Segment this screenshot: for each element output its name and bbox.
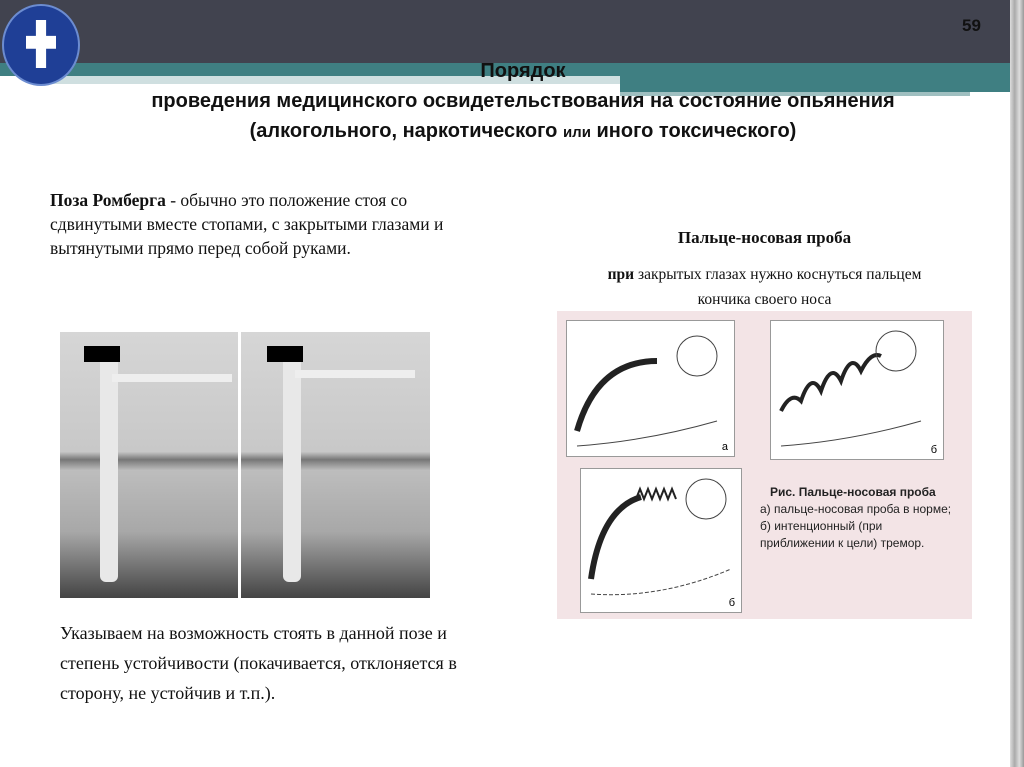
panel-label: а	[721, 441, 728, 453]
caption-line: б) интенционный (при	[760, 519, 883, 533]
page-edge	[1010, 0, 1024, 767]
romberg-term: Поза Ромберга	[50, 190, 166, 210]
figure-panel-b	[770, 320, 944, 460]
panel-label: б	[728, 597, 735, 609]
title-line1: Порядок	[480, 60, 566, 82]
romberg-note: Указываем на возможность стоять в данной позе и степень устойчивости (покачивается, отклоняется в сторону, не устойчив и т.п.).	[60, 623, 457, 703]
caption-line: а) пальце-носовая проба в норме;	[760, 502, 952, 516]
figure-panel-a	[566, 320, 735, 457]
title-text: иного токсического)	[590, 120, 797, 142]
subtitle-text: закрытых глазах нужно коснуться пальцем кончика своего носа	[634, 266, 922, 308]
title-line3	[0, 120, 1024, 143]
figure-box	[557, 311, 972, 619]
finger-nose-heading: Пальце-носовая проба	[677, 228, 852, 247]
slide-number: 59	[962, 16, 981, 35]
title-text: (алкогольного, наркотического	[249, 120, 563, 142]
title-text: или	[562, 124, 591, 141]
romberg-photo-2	[241, 332, 430, 598]
caption-line: приближении к цели) тремор.	[760, 536, 925, 550]
romberg-text: - обычно это положение стоя со сдвинутыми вместе стопами, с закрытыми глазами и вытянутыми прямо перед собой руками.	[50, 190, 444, 258]
subtitle-bold: при	[607, 266, 635, 283]
figure-caption	[760, 484, 970, 552]
caption-title: Рис. Пальце-носовая проба	[770, 485, 936, 499]
romberg-photo-1	[60, 332, 238, 598]
figure-panel-c	[580, 468, 742, 613]
header-band	[0, 0, 1024, 63]
title-line2: проведения медицинского освидетельствования на состояние опьянения	[151, 90, 895, 112]
finger-nose-subtitle	[557, 262, 972, 312]
panel-label: б	[930, 444, 937, 456]
romberg-description	[50, 188, 460, 260]
